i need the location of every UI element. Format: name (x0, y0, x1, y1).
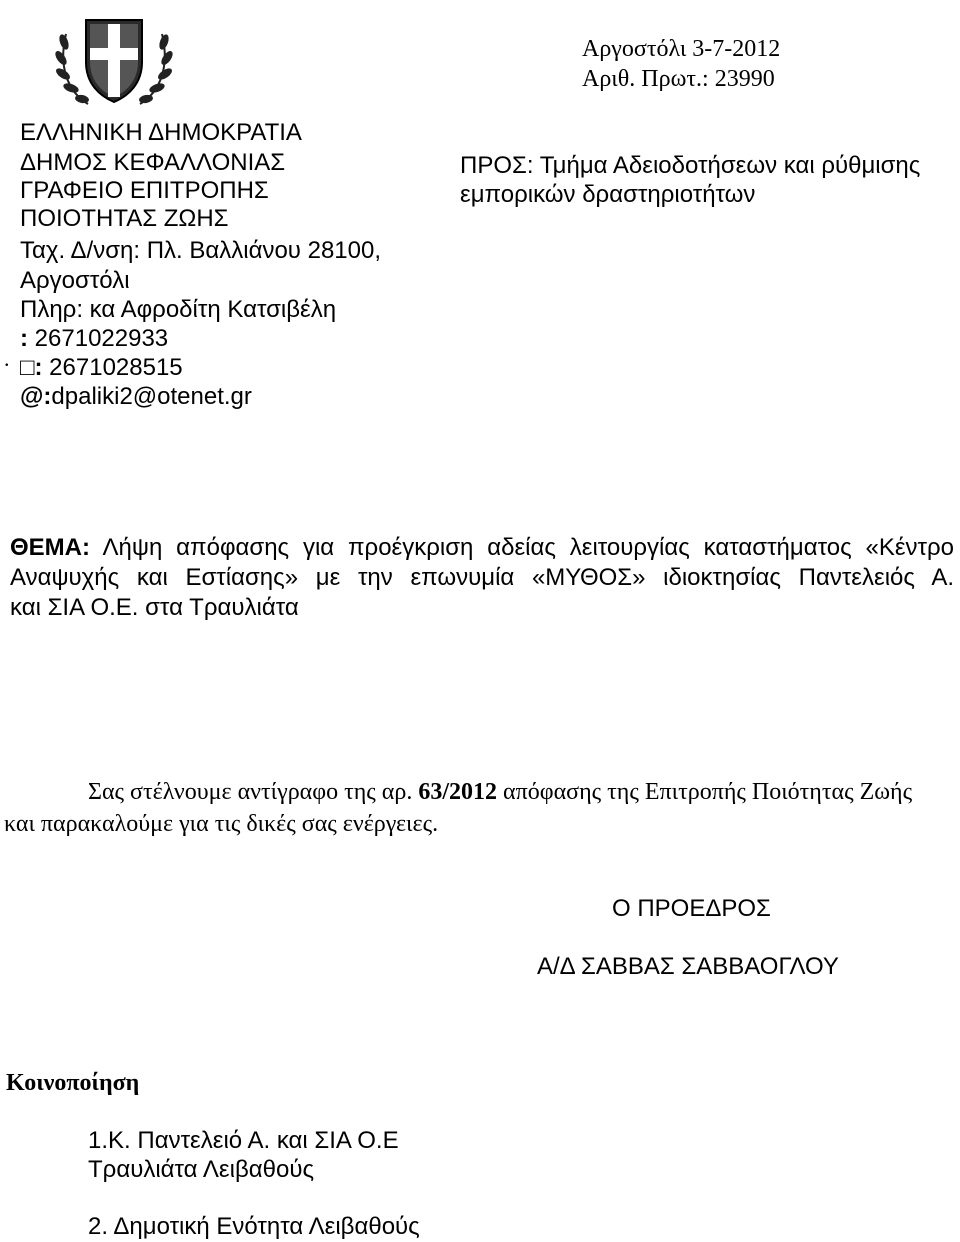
cc-item1-line2: Τραυλιάτα Λειβαθούς (88, 1156, 315, 1183)
greek-coat-of-arms-icon (48, 12, 180, 110)
protocol-number: 23990 (714, 66, 775, 92)
org-line-office: ΓΡΑΦΕΙΟ ΕΠΙΤΡΟΠΗΣ (20, 177, 269, 204)
phone-prefix: : (20, 325, 35, 352)
bullet-mark: . (4, 346, 10, 371)
body-line1 (4, 776, 956, 808)
email-address: dpaliki2@otenet.gr (51, 383, 252, 410)
place-date: Αργοστόλι 3-7-2012 (582, 36, 781, 62)
body-line2: και παρακαλούμε για τις δικές σας ενέργειες. (4, 811, 439, 837)
phone-number: 2671022933 (34, 325, 169, 352)
org-line-committee: ΠΟΙΟΤΗΤΑΣ ΖΩΗΣ (20, 205, 229, 232)
body-paragraph (4, 776, 956, 840)
body-text-post: απόφασης της Επιτροπής Ποιότητας Ζωής (497, 779, 913, 805)
fax-icon: □ (20, 354, 35, 381)
subject-label: ΘΕΜΑ: (10, 534, 90, 561)
decision-number: 63/2012 (418, 779, 498, 805)
email-prefix: @: (20, 383, 52, 410)
address-city: Αργοστόλι (20, 267, 130, 294)
phone-line (20, 326, 168, 352)
subject-text1: Λήψη απόφασης για προέγκριση αδείας λειτουργίας καταστήματος «Κέντρο (102, 534, 955, 561)
contact-person: Πληρ: κα Αφροδίτη Κατσιβέλη (20, 296, 337, 323)
recipient-line2: εμπορικών δραστηριοτήτων (460, 181, 756, 208)
cc-heading: Κοινοποίηση (6, 1070, 140, 1096)
recipient-line1 (460, 152, 920, 180)
protocol-line (582, 66, 775, 93)
recipient-label: ΠΡΟΣ: (460, 152, 534, 179)
signature-title: Ο ΠΡΟΕΔΡΟΣ (612, 895, 771, 922)
subject-line3: και ΣΙΑ Ο.Ε. στα Τραυλιάτα (10, 594, 299, 621)
protocol-label: Αριθ. Πρωτ.: (582, 66, 709, 92)
cc-item2: 2. Δημοτική Ενότητα Λειβαθούς (88, 1213, 420, 1240)
email-line (20, 384, 252, 410)
org-line-municipality: ΔΗΜΟΣ ΚΕΦΑΛΛΟΝΙΑΣ (20, 149, 286, 176)
recipient-department: Τμήμα Αδειοδοτήσεων και ρύθμισης (539, 152, 921, 179)
fax-prefix: : (34, 354, 50, 381)
address-line: Ταχ. Δ/νση: Πλ. Βαλλιάνου 28100, (20, 237, 382, 264)
signature-name: Α/Δ ΣΑΒΒΑΣ ΣΑΒΒΑΟΓΛΟΥ (537, 953, 839, 980)
fax-line (20, 355, 183, 381)
subject-line1 (10, 533, 954, 563)
cc-item1-line1: 1.Κ. Παντελειό Α. και ΣΙΑ Ο.Ε (88, 1127, 399, 1154)
subject-line2: Αναψυχής και Εστίασης» με την επωνυμία «ΜΥΘΟΣ» ιδιοκτησίας Παντελειός Α. (10, 564, 954, 591)
body-text-pre: Σας στέλνουμε αντίγραφο της αρ. (88, 779, 419, 805)
subject-block (10, 533, 954, 623)
fax-number: 2671028515 (49, 354, 183, 381)
org-line-republic: ΕΛΛΗΝΙΚΗ ΔΗΜΟΚΡΑΤΙΑ (20, 119, 302, 146)
